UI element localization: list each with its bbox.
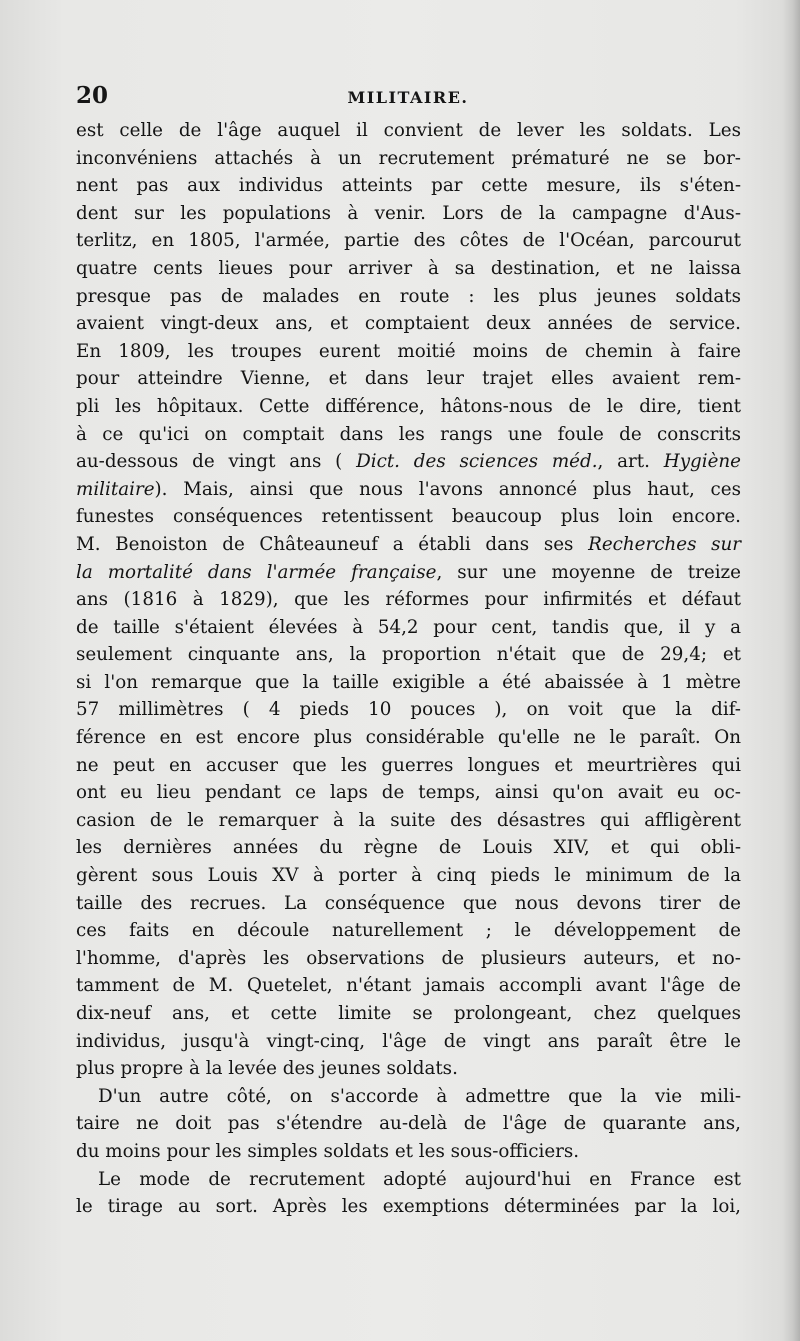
- text-segment: à ce qu'ici on comptait dans les rangs une foule de conscrits: [76, 423, 741, 445]
- text-line: [76, 255, 741, 283]
- text-line: [76, 200, 741, 228]
- italic-segment: Hygiène: [663, 451, 741, 473]
- text-line: [76, 1000, 741, 1028]
- italic-segment: Dict. des sciences méd.: [356, 451, 598, 473]
- text-segment: du moins pour les simples soldats et les sous-officiers.: [76, 1140, 580, 1162]
- text-segment: M. Benoiston de Châteauneuf a établi dans ses: [76, 533, 589, 555]
- text-segment: gèrent sous Louis XV à porter à cinq pieds le minimum de la: [76, 865, 741, 887]
- page-number: 20: [76, 82, 109, 109]
- text-segment: funestes conséquences retentissent beaucoup plus loin encore.: [76, 506, 741, 528]
- text-line: [76, 1193, 741, 1221]
- italic-segment: la mortalité dans l'armée française: [76, 561, 437, 583]
- text-line: [76, 448, 741, 476]
- text-line: [76, 890, 741, 918]
- text-segment: D'un autre côté, on s'accorde à admettre que la vie mili-: [98, 1085, 741, 1107]
- text-segment: ont eu lieu pendant ce laps de temps, ainsi qu'on avait eu oc-: [76, 782, 741, 804]
- text-segment: Le mode de recrutement adopté aujourd'hui en France est: [98, 1168, 741, 1190]
- text-segment: de taille s'étaient élevées à 54,2 pour cent, tandis que, il y a: [76, 616, 741, 638]
- text-segment: ans (1816 à 1829), que les réformes pour infirmités et défaut: [76, 589, 741, 611]
- text-line: [76, 310, 741, 338]
- text-segment: avaient vingt-deux ans, et comptaient deux années de service.: [76, 313, 741, 335]
- text-line: [76, 503, 741, 531]
- text-line: [76, 614, 741, 642]
- page-header: [76, 80, 740, 112]
- text-line: [76, 1083, 741, 1111]
- text-segment: les dernières années du règne de Louis XIV, et qui obli-: [76, 837, 741, 859]
- text-line: [76, 752, 741, 780]
- text-segment: quatre cents lieues pour arriver à sa destination, et ne laissa: [76, 257, 741, 279]
- text-line: [76, 145, 741, 173]
- text-segment: En 1809, les troupes eurent moitié moins de chemin à faire: [76, 340, 741, 362]
- text-segment: pour atteindre Vienne, et dans leur trajet elles avaient rem-: [76, 368, 741, 390]
- text-line: [76, 779, 741, 807]
- text-line: [76, 1028, 741, 1056]
- text-line: [76, 227, 741, 255]
- text-line: [76, 365, 741, 393]
- italic-segment: Recherches sur: [588, 533, 742, 555]
- text-segment: l'homme, d'après les observations de plusieurs auteurs, et no-: [76, 947, 741, 969]
- text-line: [76, 834, 741, 862]
- text-segment: terlitz, en 1805, l'armée, partie des côtes de l'Océan, parcourut: [76, 230, 741, 252]
- text-segment: ces faits en découle naturellement ; le développement de: [76, 920, 741, 942]
- running-head: MILITAIRE.: [347, 88, 469, 107]
- text-segment: presque pas de malades en route : les plus jeunes soldats: [76, 285, 741, 307]
- text-line: [76, 945, 741, 973]
- text-segment: pli les hôpitaux. Cette différence, hâtons-nous de le dire, tient: [76, 395, 741, 417]
- text-segment: seulement cinquante ans, la proportion n'était que de 29,4; et: [76, 644, 741, 666]
- text-line: [76, 669, 741, 697]
- text-line: [76, 117, 741, 145]
- text-line: [76, 421, 741, 449]
- text-segment: , sur une moyenne de treize: [436, 561, 741, 583]
- italic-segment: militaire: [76, 478, 155, 500]
- text-segment: dix-neuf ans, et cette limite se prolongeant, chez quelques: [76, 1003, 741, 1024]
- text-segment: , art.: [597, 451, 664, 473]
- text-segment: dent sur les populations à venir. Lors de la campagne d'Aus-: [76, 202, 741, 224]
- text-segment: ne peut en accuser que les guerres longues et meurtrières qui: [76, 754, 741, 776]
- text-line: [76, 972, 741, 1000]
- text-segment: ). Mais, ainsi que nous l'avons annoncé plus haut, ces: [154, 478, 741, 500]
- text-line: [76, 393, 741, 421]
- text-line: [76, 338, 741, 366]
- text-line: [76, 1138, 741, 1166]
- text-line: [76, 531, 741, 559]
- text-segment: taille des recrues. La conséquence que nous devons tirer de: [76, 892, 741, 914]
- page-spine-shadow: [782, 0, 800, 1341]
- text-line: [76, 724, 741, 752]
- text-segment: taire ne doit pas s'étendre au-delà de l'âge de quarante ans,: [76, 1113, 741, 1135]
- text-segment: tamment de M. Quetelet, n'étant jamais accompli avant l'âge de: [76, 975, 741, 997]
- text-segment: plus propre à la levée des jeunes soldats.: [76, 1058, 458, 1080]
- text-line: [76, 641, 741, 669]
- text-segment: 57 millimètres ( 4 pieds 10 pouces ), on voit que la dif-: [76, 699, 741, 721]
- text-line: [76, 917, 741, 945]
- text-segment: si l'on remarque que la taille exigible a été abaissée à 1 mètre: [76, 671, 741, 693]
- text-line: [76, 559, 741, 587]
- text-segment: férence en est encore plus considérable qu'elle ne le paraît. On: [76, 727, 741, 749]
- text-segment: nent pas aux individus atteints par cette mesure, ils s'éten-: [76, 175, 741, 197]
- text-line: [76, 696, 741, 724]
- text-line: [76, 586, 741, 614]
- text-line: [76, 807, 741, 835]
- text-segment: est celle de l'âge auquel il convient de lever les soldats. Les: [76, 120, 741, 141]
- text-segment: casion de le remarquer à la suite des désastres qui affligèrent: [76, 809, 741, 831]
- text-segment: individus, jusqu'à vingt-cinq, l'âge de vingt ans paraît être le: [76, 1030, 741, 1052]
- text-line: [76, 1055, 741, 1083]
- text-segment: inconvéniens attachés à un recrutement prématuré ne se bor-: [76, 147, 741, 169]
- body-text: [76, 117, 741, 1221]
- text-line: [76, 1110, 741, 1138]
- text-line: [76, 862, 741, 890]
- text-line: [76, 1166, 741, 1194]
- text-segment: le tirage au sort. Après les exemptions déterminées par la loi,: [76, 1196, 741, 1218]
- text-segment: au-dessous de vingt ans (: [76, 451, 357, 473]
- text-line: [76, 476, 741, 504]
- text-line: [76, 283, 741, 311]
- text-line: [76, 172, 741, 200]
